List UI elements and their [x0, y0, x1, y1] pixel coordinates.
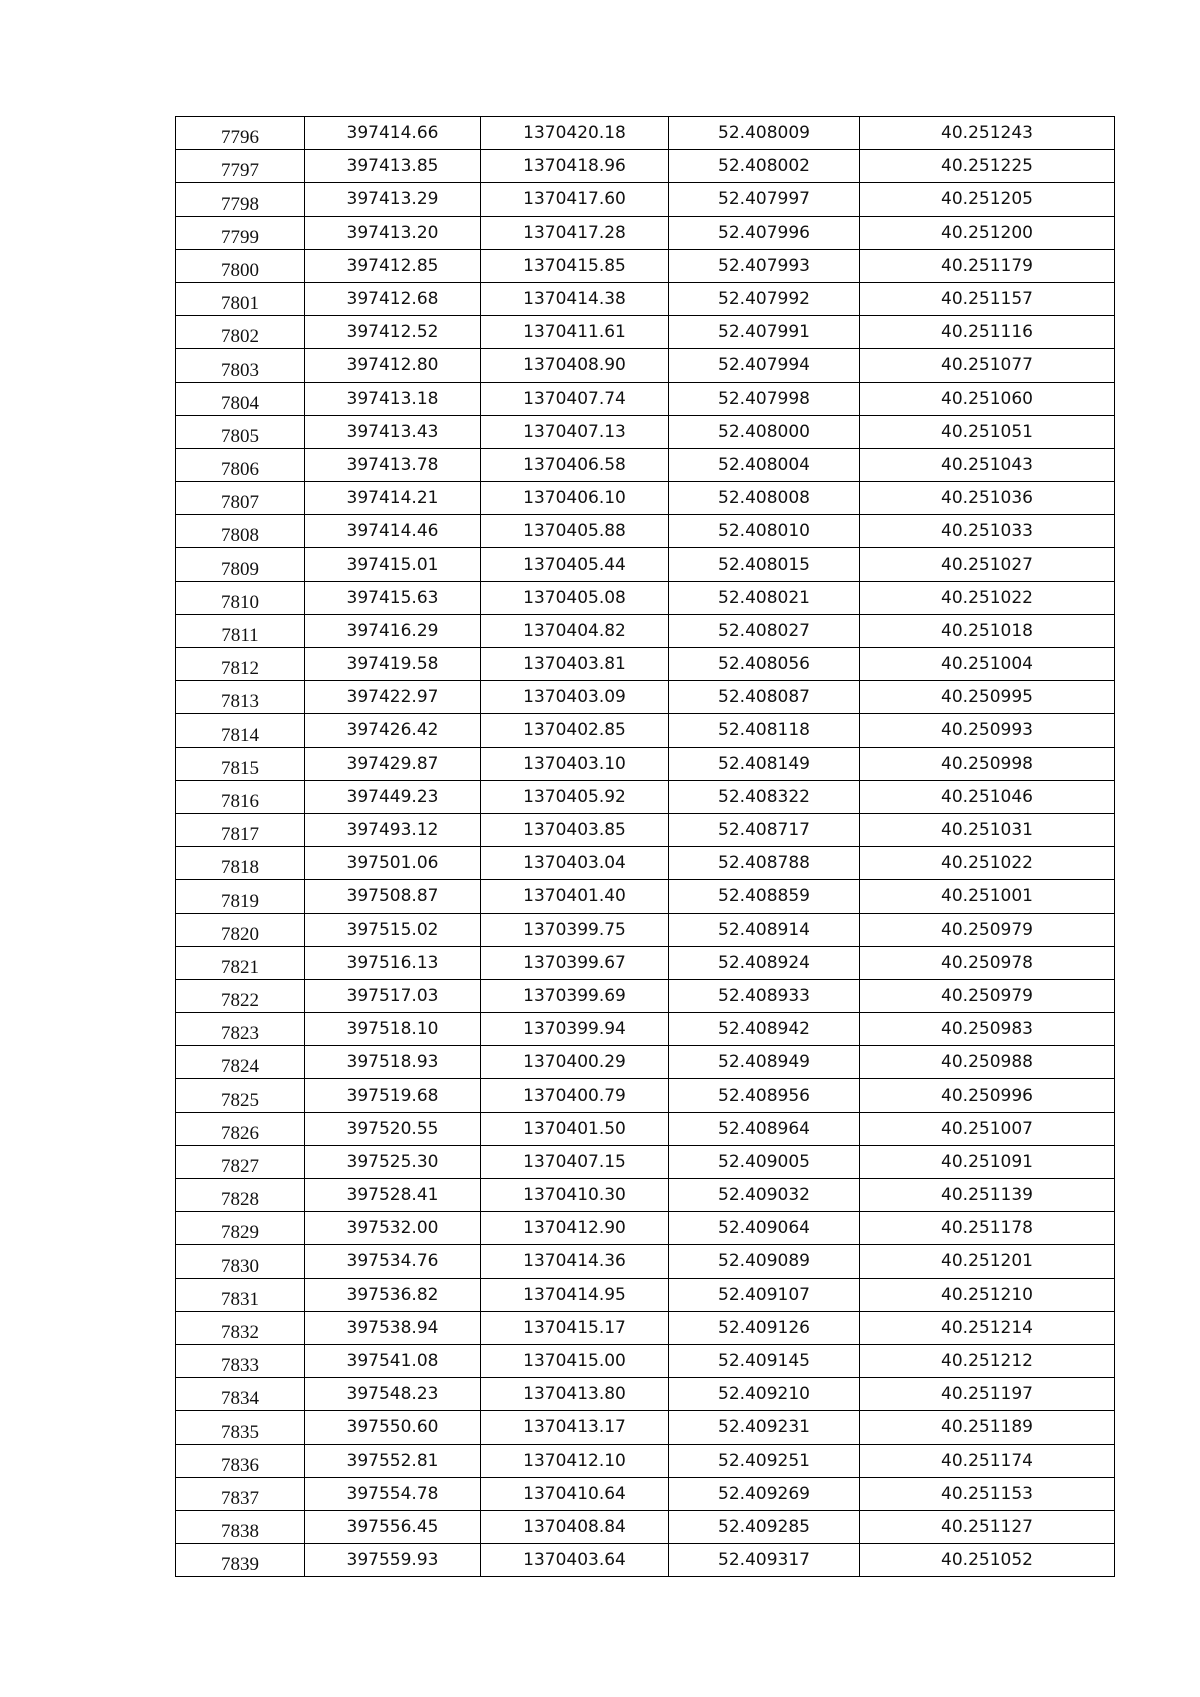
- longitude-cell: 40.251205: [860, 183, 1115, 216]
- latitude-cell: 52.408010: [669, 515, 860, 548]
- table-row: [176, 448, 1115, 481]
- latitude-cell: 52.407998: [669, 382, 860, 415]
- x-coordinate-cell: 397528.41: [305, 1179, 481, 1212]
- longitude-cell: 40.251051: [860, 415, 1115, 448]
- x-coordinate-cell: 397548.23: [305, 1378, 481, 1411]
- longitude-cell: 40.251210: [860, 1278, 1115, 1311]
- y-coordinate-cell: 1370403.64: [481, 1544, 669, 1577]
- table-row: [176, 1344, 1115, 1377]
- table-row: [176, 1510, 1115, 1543]
- y-coordinate-cell: 1370407.15: [481, 1145, 669, 1178]
- x-coordinate-cell: 397534.76: [305, 1245, 481, 1278]
- y-coordinate-cell: 1370417.28: [481, 216, 669, 249]
- table-row: [176, 282, 1115, 315]
- x-coordinate-cell: 397559.93: [305, 1544, 481, 1577]
- latitude-cell: 52.408933: [669, 979, 860, 1012]
- point-number-cell: 7806: [176, 448, 305, 481]
- table-row: [176, 648, 1115, 681]
- longitude-cell: 40.250979: [860, 913, 1115, 946]
- x-coordinate-cell: 397415.01: [305, 548, 481, 581]
- y-coordinate-cell: 1370405.44: [481, 548, 669, 581]
- table-row: [176, 614, 1115, 647]
- x-coordinate-cell: 397414.46: [305, 515, 481, 548]
- longitude-cell: 40.251189: [860, 1411, 1115, 1444]
- latitude-cell: 52.409210: [669, 1378, 860, 1411]
- latitude-cell: 52.408056: [669, 648, 860, 681]
- table-row: [176, 1145, 1115, 1178]
- latitude-cell: 52.408322: [669, 780, 860, 813]
- latitude-cell: 52.409089: [669, 1245, 860, 1278]
- longitude-cell: 40.251077: [860, 349, 1115, 382]
- longitude-cell: 40.250995: [860, 681, 1115, 714]
- table-row: [176, 581, 1115, 614]
- y-coordinate-cell: 1370405.08: [481, 581, 669, 614]
- y-coordinate-cell: 1370412.10: [481, 1444, 669, 1477]
- point-number-cell: 7804: [176, 382, 305, 415]
- point-number-cell: 7823: [176, 1013, 305, 1046]
- longitude-cell: 40.251046: [860, 780, 1115, 813]
- latitude-cell: 52.409126: [669, 1311, 860, 1344]
- latitude-cell: 52.408002: [669, 150, 860, 183]
- x-coordinate-cell: 397413.85: [305, 150, 481, 183]
- coordinates-table: [175, 116, 1115, 1577]
- table-row: [176, 1046, 1115, 1079]
- longitude-cell: 40.251022: [860, 581, 1115, 614]
- latitude-cell: 52.407992: [669, 282, 860, 315]
- y-coordinate-cell: 1370417.60: [481, 183, 669, 216]
- y-coordinate-cell: 1370399.69: [481, 979, 669, 1012]
- latitude-cell: 52.409317: [669, 1544, 860, 1577]
- latitude-cell: 52.408964: [669, 1112, 860, 1145]
- point-number-cell: 7821: [176, 946, 305, 979]
- table-row: [176, 216, 1115, 249]
- longitude-cell: 40.250996: [860, 1079, 1115, 1112]
- longitude-cell: 40.251225: [860, 150, 1115, 183]
- latitude-cell: 52.409064: [669, 1212, 860, 1245]
- x-coordinate-cell: 397515.02: [305, 913, 481, 946]
- latitude-cell: 52.409269: [669, 1477, 860, 1510]
- x-coordinate-cell: 397538.94: [305, 1311, 481, 1344]
- x-coordinate-cell: 397493.12: [305, 813, 481, 846]
- y-coordinate-cell: 1370407.74: [481, 382, 669, 415]
- y-coordinate-cell: 1370403.04: [481, 847, 669, 880]
- table-row: [176, 1378, 1115, 1411]
- x-coordinate-cell: 397412.68: [305, 282, 481, 315]
- latitude-cell: 52.408956: [669, 1079, 860, 1112]
- latitude-cell: 52.409005: [669, 1145, 860, 1178]
- latitude-cell: 52.408924: [669, 946, 860, 979]
- longitude-cell: 40.250993: [860, 714, 1115, 747]
- y-coordinate-cell: 1370404.82: [481, 614, 669, 647]
- x-coordinate-cell: 397414.21: [305, 482, 481, 515]
- longitude-cell: 40.251052: [860, 1544, 1115, 1577]
- longitude-cell: 40.251043: [860, 448, 1115, 481]
- x-coordinate-cell: 397422.97: [305, 681, 481, 714]
- x-coordinate-cell: 397413.18: [305, 382, 481, 415]
- x-coordinate-cell: 397556.45: [305, 1510, 481, 1543]
- x-coordinate-cell: 397517.03: [305, 979, 481, 1012]
- longitude-cell: 40.251157: [860, 282, 1115, 315]
- y-coordinate-cell: 1370403.81: [481, 648, 669, 681]
- table-row: [176, 880, 1115, 913]
- table-row: [176, 946, 1115, 979]
- y-coordinate-cell: 1370400.79: [481, 1079, 669, 1112]
- longitude-cell: 40.251197: [860, 1378, 1115, 1411]
- latitude-cell: 52.408788: [669, 847, 860, 880]
- table-row: [176, 813, 1115, 846]
- table-row: [176, 1411, 1115, 1444]
- longitude-cell: 40.251031: [860, 813, 1115, 846]
- point-number-cell: 7805: [176, 415, 305, 448]
- point-number-cell: 7831: [176, 1278, 305, 1311]
- x-coordinate-cell: 397415.63: [305, 581, 481, 614]
- point-number-cell: 7813: [176, 681, 305, 714]
- table-row: [176, 150, 1115, 183]
- y-coordinate-cell: 1370403.10: [481, 747, 669, 780]
- longitude-cell: 40.251027: [860, 548, 1115, 581]
- y-coordinate-cell: 1370414.38: [481, 282, 669, 315]
- x-coordinate-cell: 397536.82: [305, 1278, 481, 1311]
- y-coordinate-cell: 1370403.09: [481, 681, 669, 714]
- y-coordinate-cell: 1370399.75: [481, 913, 669, 946]
- x-coordinate-cell: 397413.20: [305, 216, 481, 249]
- x-coordinate-cell: 397532.00: [305, 1212, 481, 1245]
- longitude-cell: 40.251022: [860, 847, 1115, 880]
- table-row: [176, 482, 1115, 515]
- y-coordinate-cell: 1370401.50: [481, 1112, 669, 1145]
- y-coordinate-cell: 1370407.13: [481, 415, 669, 448]
- table-row: [176, 316, 1115, 349]
- x-coordinate-cell: 397519.68: [305, 1079, 481, 1112]
- longitude-cell: 40.251179: [860, 249, 1115, 282]
- table-row: [176, 913, 1115, 946]
- y-coordinate-cell: 1370405.92: [481, 780, 669, 813]
- longitude-cell: 40.251201: [860, 1245, 1115, 1278]
- table-row: [176, 1245, 1115, 1278]
- latitude-cell: 52.409251: [669, 1444, 860, 1477]
- latitude-cell: 52.409107: [669, 1278, 860, 1311]
- x-coordinate-cell: 397412.52: [305, 316, 481, 349]
- point-number-cell: 7826: [176, 1112, 305, 1145]
- longitude-cell: 40.251036: [860, 482, 1115, 515]
- point-number-cell: 7817: [176, 813, 305, 846]
- y-coordinate-cell: 1370401.40: [481, 880, 669, 913]
- latitude-cell: 52.409032: [669, 1179, 860, 1212]
- point-number-cell: 7837: [176, 1477, 305, 1510]
- point-number-cell: 7802: [176, 316, 305, 349]
- x-coordinate-cell: 397550.60: [305, 1411, 481, 1444]
- x-coordinate-cell: 397525.30: [305, 1145, 481, 1178]
- y-coordinate-cell: 1370413.80: [481, 1378, 669, 1411]
- longitude-cell: 40.251007: [860, 1112, 1115, 1145]
- longitude-cell: 40.251214: [860, 1311, 1115, 1344]
- table-row: [176, 515, 1115, 548]
- x-coordinate-cell: 397516.13: [305, 946, 481, 979]
- y-coordinate-cell: 1370414.36: [481, 1245, 669, 1278]
- point-number-cell: 7808: [176, 515, 305, 548]
- y-coordinate-cell: 1370408.90: [481, 349, 669, 382]
- y-coordinate-cell: 1370410.64: [481, 1477, 669, 1510]
- longitude-cell: 40.251116: [860, 316, 1115, 349]
- x-coordinate-cell: 397518.10: [305, 1013, 481, 1046]
- x-coordinate-cell: 397552.81: [305, 1444, 481, 1477]
- x-coordinate-cell: 397429.87: [305, 747, 481, 780]
- table-row: [176, 1179, 1115, 1212]
- longitude-cell: 40.250983: [860, 1013, 1115, 1046]
- latitude-cell: 52.408859: [669, 880, 860, 913]
- longitude-cell: 40.250998: [860, 747, 1115, 780]
- y-coordinate-cell: 1370406.58: [481, 448, 669, 481]
- point-number-cell: 7801: [176, 282, 305, 315]
- table-row: [176, 1212, 1115, 1245]
- y-coordinate-cell: 1370411.61: [481, 316, 669, 349]
- x-coordinate-cell: 397416.29: [305, 614, 481, 647]
- point-number-cell: 7809: [176, 548, 305, 581]
- x-coordinate-cell: 397412.80: [305, 349, 481, 382]
- latitude-cell: 52.408027: [669, 614, 860, 647]
- table-row: [176, 1477, 1115, 1510]
- longitude-cell: 40.251033: [860, 515, 1115, 548]
- latitude-cell: 52.408717: [669, 813, 860, 846]
- y-coordinate-cell: 1370415.85: [481, 249, 669, 282]
- point-number-cell: 7815: [176, 747, 305, 780]
- y-coordinate-cell: 1370410.30: [481, 1179, 669, 1212]
- x-coordinate-cell: 397413.78: [305, 448, 481, 481]
- table-row: [176, 117, 1115, 150]
- table-row: [176, 1013, 1115, 1046]
- longitude-cell: 40.251139: [860, 1179, 1115, 1212]
- latitude-cell: 52.408942: [669, 1013, 860, 1046]
- y-coordinate-cell: 1370400.29: [481, 1046, 669, 1079]
- point-number-cell: 7803: [176, 349, 305, 382]
- y-coordinate-cell: 1370406.10: [481, 482, 669, 515]
- coordinates-table-body: [176, 117, 1115, 1577]
- point-number-cell: 7799: [176, 216, 305, 249]
- longitude-cell: 40.251001: [860, 880, 1115, 913]
- point-number-cell: 7812: [176, 648, 305, 681]
- x-coordinate-cell: 397414.66: [305, 117, 481, 150]
- x-coordinate-cell: 397419.58: [305, 648, 481, 681]
- point-number-cell: 7800: [176, 249, 305, 282]
- table-row: [176, 979, 1115, 1012]
- table-row: [176, 1079, 1115, 1112]
- point-number-cell: 7798: [176, 183, 305, 216]
- x-coordinate-cell: 397413.43: [305, 415, 481, 448]
- longitude-cell: 40.251153: [860, 1477, 1115, 1510]
- point-number-cell: 7833: [176, 1344, 305, 1377]
- y-coordinate-cell: 1370399.94: [481, 1013, 669, 1046]
- y-coordinate-cell: 1370402.85: [481, 714, 669, 747]
- y-coordinate-cell: 1370414.95: [481, 1278, 669, 1311]
- longitude-cell: 40.251018: [860, 614, 1115, 647]
- y-coordinate-cell: 1370415.00: [481, 1344, 669, 1377]
- point-number-cell: 7797: [176, 150, 305, 183]
- point-number-cell: 7811: [176, 614, 305, 647]
- latitude-cell: 52.408008: [669, 482, 860, 515]
- table-row: [176, 1112, 1115, 1145]
- longitude-cell: 40.251127: [860, 1510, 1115, 1543]
- latitude-cell: 52.408087: [669, 681, 860, 714]
- latitude-cell: 52.408004: [669, 448, 860, 481]
- point-number-cell: 7835: [176, 1411, 305, 1444]
- point-number-cell: 7839: [176, 1544, 305, 1577]
- x-coordinate-cell: 397413.29: [305, 183, 481, 216]
- point-number-cell: 7820: [176, 913, 305, 946]
- x-coordinate-cell: 397508.87: [305, 880, 481, 913]
- point-number-cell: 7816: [176, 780, 305, 813]
- y-coordinate-cell: 1370405.88: [481, 515, 669, 548]
- point-number-cell: 7827: [176, 1145, 305, 1178]
- y-coordinate-cell: 1370418.96: [481, 150, 669, 183]
- x-coordinate-cell: 397501.06: [305, 847, 481, 880]
- x-coordinate-cell: 397449.23: [305, 780, 481, 813]
- latitude-cell: 52.407993: [669, 249, 860, 282]
- table-row: [176, 681, 1115, 714]
- x-coordinate-cell: 397412.85: [305, 249, 481, 282]
- table-row: [176, 1311, 1115, 1344]
- point-number-cell: 7814: [176, 714, 305, 747]
- x-coordinate-cell: 397518.93: [305, 1046, 481, 1079]
- table-row: [176, 780, 1115, 813]
- y-coordinate-cell: 1370415.17: [481, 1311, 669, 1344]
- table-row: [176, 714, 1115, 747]
- latitude-cell: 52.408015: [669, 548, 860, 581]
- longitude-cell: 40.250978: [860, 946, 1115, 979]
- longitude-cell: 40.251243: [860, 117, 1115, 150]
- point-number-cell: 7810: [176, 581, 305, 614]
- point-number-cell: 7829: [176, 1212, 305, 1245]
- table-row: [176, 747, 1115, 780]
- latitude-cell: 52.408009: [669, 117, 860, 150]
- y-coordinate-cell: 1370412.90: [481, 1212, 669, 1245]
- x-coordinate-cell: 397554.78: [305, 1477, 481, 1510]
- y-coordinate-cell: 1370403.85: [481, 813, 669, 846]
- latitude-cell: 52.409285: [669, 1510, 860, 1543]
- longitude-cell: 40.251178: [860, 1212, 1115, 1245]
- y-coordinate-cell: 1370399.67: [481, 946, 669, 979]
- table-row: [176, 249, 1115, 282]
- point-number-cell: 7822: [176, 979, 305, 1012]
- latitude-cell: 52.407991: [669, 316, 860, 349]
- table-row: [176, 415, 1115, 448]
- table-row: [176, 1278, 1115, 1311]
- x-coordinate-cell: 397541.08: [305, 1344, 481, 1377]
- y-coordinate-cell: 1370420.18: [481, 117, 669, 150]
- longitude-cell: 40.251060: [860, 382, 1115, 415]
- y-coordinate-cell: 1370413.17: [481, 1411, 669, 1444]
- longitude-cell: 40.251200: [860, 216, 1115, 249]
- point-number-cell: 7818: [176, 847, 305, 880]
- table-row: [176, 1444, 1115, 1477]
- x-coordinate-cell: 397520.55: [305, 1112, 481, 1145]
- latitude-cell: 52.408000: [669, 415, 860, 448]
- point-number-cell: 7796: [176, 117, 305, 150]
- table-row: [176, 183, 1115, 216]
- latitude-cell: 52.408021: [669, 581, 860, 614]
- point-number-cell: 7824: [176, 1046, 305, 1079]
- point-number-cell: 7830: [176, 1245, 305, 1278]
- latitude-cell: 52.408949: [669, 1046, 860, 1079]
- point-number-cell: 7807: [176, 482, 305, 515]
- point-number-cell: 7825: [176, 1079, 305, 1112]
- point-number-cell: 7828: [176, 1179, 305, 1212]
- table-row: [176, 349, 1115, 382]
- latitude-cell: 52.409231: [669, 1411, 860, 1444]
- point-number-cell: 7819: [176, 880, 305, 913]
- point-number-cell: 7832: [176, 1311, 305, 1344]
- table-row: [176, 382, 1115, 415]
- longitude-cell: 40.251091: [860, 1145, 1115, 1178]
- longitude-cell: 40.251174: [860, 1444, 1115, 1477]
- latitude-cell: 52.407994: [669, 349, 860, 382]
- table-row: [176, 548, 1115, 581]
- latitude-cell: 52.407997: [669, 183, 860, 216]
- y-coordinate-cell: 1370408.84: [481, 1510, 669, 1543]
- table-row: [176, 1544, 1115, 1577]
- point-number-cell: 7834: [176, 1378, 305, 1411]
- point-number-cell: 7836: [176, 1444, 305, 1477]
- latitude-cell: 52.408118: [669, 714, 860, 747]
- point-number-cell: 7838: [176, 1510, 305, 1543]
- latitude-cell: 52.408914: [669, 913, 860, 946]
- latitude-cell: 52.407996: [669, 216, 860, 249]
- longitude-cell: 40.250979: [860, 979, 1115, 1012]
- latitude-cell: 52.409145: [669, 1344, 860, 1377]
- longitude-cell: 40.250988: [860, 1046, 1115, 1079]
- table-row: [176, 847, 1115, 880]
- longitude-cell: 40.251004: [860, 648, 1115, 681]
- latitude-cell: 52.408149: [669, 747, 860, 780]
- longitude-cell: 40.251212: [860, 1344, 1115, 1377]
- x-coordinate-cell: 397426.42: [305, 714, 481, 747]
